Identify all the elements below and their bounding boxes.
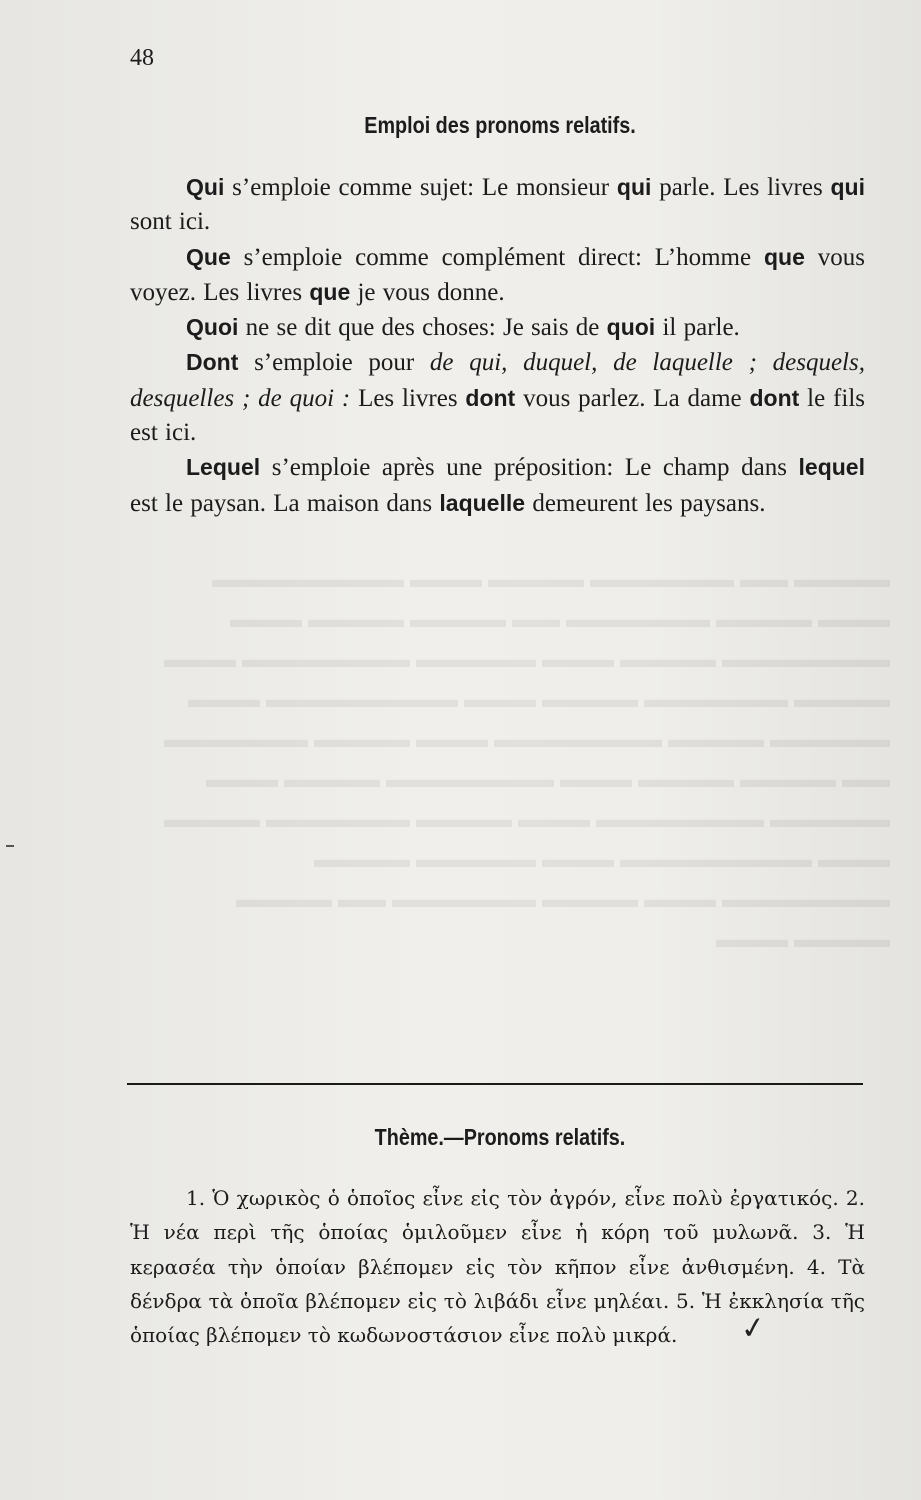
text-segment: est le paysan. La maison dans — [130, 489, 440, 517]
keyword: qui — [616, 174, 652, 200]
paragraph-dont — [130, 345, 865, 450]
paragraph-que — [130, 240, 865, 311]
relative-pronouns-body — [130, 170, 865, 521]
keyword: quoi — [606, 314, 656, 341]
text-segment: s’emploie comme complément direct: L’homme — [230, 243, 764, 271]
greek-exercise-text — [130, 1181, 865, 1352]
keyword: lequel — [798, 454, 865, 481]
keyword: Quoi — [186, 314, 239, 341]
text-segment: le fils est ici. — [130, 384, 865, 447]
paragraph-quoi — [130, 310, 865, 345]
paragraph-qui — [130, 170, 865, 240]
section-title-theme: Thème.—Pronoms relatifs. — [374, 1124, 626, 1150]
text-segment: vous voyez. Les livres — [130, 243, 865, 306]
text-segment: il parle. — [655, 314, 740, 342]
text-segment: Les livres — [350, 384, 466, 412]
text-segment: s’emploie comme sujet: Le monsieur — [224, 174, 617, 201]
section-title-relative-pronouns: Emploi des pronoms relatifs. — [364, 112, 636, 138]
text-segment: ne se dit que des choses: Je sais de — [238, 314, 607, 342]
greek-paragraph — [130, 1181, 865, 1352]
keyword: Dont — [186, 349, 239, 376]
text-segment: parle. Les livres — [651, 174, 831, 201]
text-segment: demeurent les paysans. — [525, 489, 766, 517]
keyword: dont — [465, 384, 516, 411]
italic-segment: de qui, duquel, de laquelle ; desquels, desquelles ; de quoi : — [130, 349, 865, 412]
keyword: Qui — [186, 174, 225, 200]
keyword: laquelle — [439, 489, 526, 516]
greek-sentences: 1. Ὁ χωρικὸς ὁ ὁποῖος εἶνε εἰς τὸν ἀγρόν, εἶνε πολὺ ἐργατικός. 2. Ἡ νέα περὶ τῆς ὁποίας ὁμιλοῦμεν εἶνε ἡ κόρη τοῦ μυλωνᾶ. 3. Ἡ κερασέα τὴν ὁποίαν βλέπομεν εἰς τὸν κῆπον εἶνε ἀνθισμένη. 4. Τὰ δένδρα τὰ ὁποῖα βλέπομεν εἰς τὸ λιβάδι εἶνε μηλέαι. 5. Ἡ ἐκκλησία τῆς ὁποίας βλέπομεν τὸ κωδωνοστάσιον εἶνε πολὺ μικρά. — [130, 1186, 865, 1348]
text-segment: sont ici. — [130, 208, 211, 236]
keyword: qui — [830, 174, 865, 200]
margin-mark — [6, 845, 14, 847]
check-mark-icon: ✓ — [738, 1309, 769, 1348]
text-segment: je vous donne. — [350, 278, 505, 306]
section-divider — [127, 1083, 863, 1085]
text-segment: s’emploie après une préposition: Le champ dans — [260, 454, 799, 482]
keyword: que — [309, 278, 351, 305]
text-segment: s’emploie pour — [238, 349, 430, 377]
keyword: dont — [749, 384, 800, 411]
text-segment: vous parlez. La dame — [515, 384, 750, 412]
keyword: Lequel — [186, 454, 261, 481]
keyword: que — [763, 243, 805, 270]
page-number: 48 — [130, 45, 154, 71]
paragraph-lequel — [130, 450, 865, 521]
keyword: Que — [186, 243, 231, 270]
